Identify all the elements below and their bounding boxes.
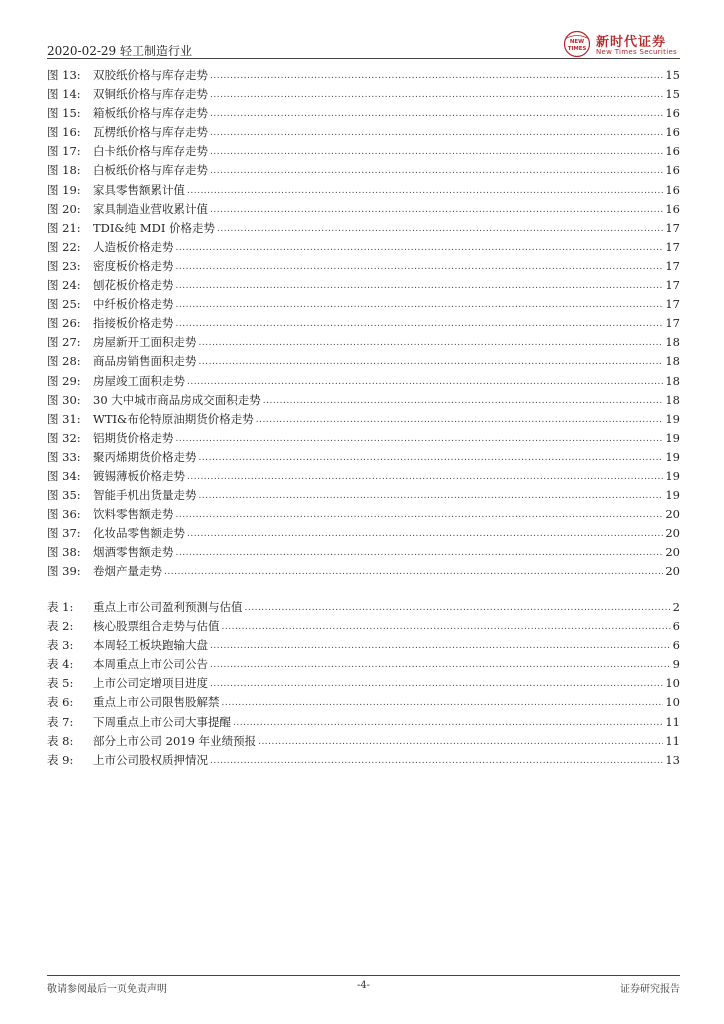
- toc-entry-title: 双胶纸价格与库存走势: [93, 68, 208, 82]
- toc-entry-number: 图 20:: [47, 201, 81, 216]
- figure-toc-entry[interactable]: [47, 66, 680, 85]
- table-toc-entry[interactable]: [47, 655, 680, 674]
- figure-toc-entry[interactable]: [47, 467, 680, 486]
- toc-entry-page: 15: [665, 68, 680, 82]
- toc-entry-title: 双铜纸价格与库存走势: [93, 87, 208, 102]
- figure-toc-entry[interactable]: [47, 391, 680, 410]
- figure-toc-entry[interactable]: [47, 505, 680, 524]
- toc-dot-leader: [176, 258, 664, 277]
- toc-entry-page: 11: [665, 733, 680, 748]
- toc-entry-page: 18: [665, 354, 680, 369]
- toc-dot-leader: [210, 752, 663, 771]
- figure-toc-entry[interactable]: [47, 181, 680, 200]
- tables-toc: [47, 598, 680, 770]
- toc-entry-title: 聚丙烯期货价格走势: [93, 449, 197, 464]
- toc-entry-page: 18: [665, 392, 680, 407]
- toc-entry-number: 图 19:: [47, 182, 81, 197]
- toc-entry-number: 图 39:: [47, 564, 81, 579]
- toc-entry-number: 图 13:: [47, 68, 81, 82]
- toc-entry-page: 18: [665, 335, 680, 350]
- new-times-logo-icon: [562, 30, 592, 58]
- table-toc-entry[interactable]: [47, 693, 680, 712]
- toc-dot-leader: [245, 599, 671, 618]
- toc-entry-number: 图 21:: [47, 220, 81, 235]
- toc-dot-leader: [164, 563, 663, 582]
- toc-dot-leader: [210, 675, 663, 694]
- toc-entry-page: 6: [672, 638, 680, 653]
- toc-entry-number: 图 33:: [47, 449, 81, 464]
- toc-entry-page: 17: [665, 220, 680, 235]
- toc-entry-page: 13: [665, 752, 680, 767]
- toc-dot-leader: [210, 201, 663, 220]
- toc-entry-page: 16: [665, 144, 680, 159]
- toc-entry-title: 箱板纸价格与库存走势: [93, 106, 208, 121]
- toc-entry-title: 化妆品零售额走势: [93, 526, 185, 541]
- toc-dot-leader: [187, 525, 663, 544]
- toc-entry-number: 图 22:: [47, 239, 81, 254]
- toc-dot-leader: [176, 239, 664, 258]
- footer-divider: [47, 975, 680, 976]
- toc-entry-page: 17: [665, 297, 680, 312]
- toc-entry-page: 20: [665, 545, 680, 560]
- table-toc-entry[interactable]: [47, 636, 680, 655]
- toc-entry-page: 16: [665, 163, 680, 178]
- page-footer: [47, 980, 680, 996]
- logo-english-name: New Times Securities: [596, 48, 677, 56]
- toc-dot-leader: [199, 487, 664, 506]
- figure-toc-entry[interactable]: [47, 333, 680, 352]
- svg-text:TIMES: TIMES: [567, 46, 587, 52]
- toc-entry-number: 表 2:: [47, 619, 74, 634]
- figure-toc-entry[interactable]: [47, 543, 680, 562]
- report-date-industry: 2020-02-29 轻工制造行业: [47, 44, 193, 58]
- toc-entry-number: 图 24:: [47, 278, 81, 293]
- toc-dot-leader: [199, 353, 664, 372]
- figure-toc-entry[interactable]: [47, 161, 680, 180]
- table-toc-entry[interactable]: [47, 598, 680, 617]
- logo-chinese-name: 新时代证券: [596, 35, 667, 50]
- toc-entry-number: 图 37:: [47, 526, 81, 541]
- toc-entry-title: 上市公司定增项目进度: [93, 676, 208, 691]
- toc-entry-page: 17: [665, 239, 680, 254]
- toc-entry-page: 19: [665, 430, 680, 445]
- toc-entry-page: 9: [672, 657, 680, 672]
- figure-toc-entry[interactable]: [47, 276, 680, 295]
- toc-dot-leader: [210, 656, 671, 675]
- toc-entry-page: 20: [665, 526, 680, 541]
- toc-entry-number: 图 15:: [47, 106, 81, 121]
- table-toc-entry[interactable]: [47, 674, 680, 693]
- toc-entry-title: 中纤板价格走势: [93, 297, 174, 312]
- toc-entry-title: 镀锡薄板价格走势: [93, 468, 185, 483]
- toc-entry-title: 核心股票组合走势与估值: [93, 619, 220, 634]
- toc-entry-title: 白卡纸价格与库存走势: [93, 144, 208, 159]
- toc-entry-title: 本周轻工板块跑输大盘: [93, 638, 208, 653]
- figure-toc-entry[interactable]: [47, 123, 680, 142]
- toc-dot-leader: [210, 637, 671, 656]
- toc-entry-page: 17: [665, 278, 680, 293]
- toc-entry-title: 部分上市公司 2019 年业绩预报: [93, 733, 257, 748]
- toc-dot-leader: [187, 468, 663, 487]
- toc-entry-title: 商品房销售面积走势: [93, 354, 197, 369]
- toc-entry-title: 烟酒零售额走势: [93, 545, 174, 560]
- toc-entry-number: 表 6:: [47, 695, 74, 710]
- toc-entry-number: 图 26:: [47, 316, 81, 331]
- page-header: [47, 35, 680, 64]
- figure-toc-entry[interactable]: [47, 448, 680, 467]
- toc-entry-page: 16: [665, 201, 680, 216]
- toc-entry-page: 16: [665, 182, 680, 197]
- toc-dot-leader: [222, 694, 664, 713]
- toc-entry-number: 表 4:: [47, 657, 74, 672]
- toc-entry-page: 11: [665, 714, 680, 729]
- figure-toc-entry[interactable]: [47, 410, 680, 429]
- figure-toc-entry[interactable]: [47, 219, 680, 238]
- toc-entry-page: 18: [665, 373, 680, 388]
- figure-toc-entry[interactable]: [47, 524, 680, 543]
- figure-toc-entry[interactable]: [47, 295, 680, 314]
- table-toc-entry[interactable]: [47, 713, 680, 732]
- table-toc-entry[interactable]: [47, 732, 680, 751]
- toc-entry-title: 瓦楞纸价格与库存走势: [93, 125, 208, 140]
- toc-entry-number: 图 36:: [47, 507, 81, 522]
- toc-entry-title: 白板纸价格与库存走势: [93, 163, 208, 178]
- toc-entry-title: 指接板价格走势: [93, 316, 174, 331]
- toc-entry-number: 图 28:: [47, 354, 81, 369]
- figure-toc-entry[interactable]: [47, 238, 680, 257]
- toc-entry-number: 图 25:: [47, 297, 81, 312]
- toc-dot-leader: [256, 411, 664, 430]
- toc-entry-number: 图 18:: [47, 163, 81, 178]
- toc-entry-page: 16: [665, 125, 680, 140]
- toc-dot-leader: [210, 143, 663, 162]
- toc-entry-number: 图 27:: [47, 335, 81, 350]
- toc-entry-number: 表 9:: [47, 752, 74, 767]
- page-number: -4-: [356, 980, 371, 991]
- toc-dot-leader: [210, 124, 663, 143]
- toc-dot-leader: [210, 162, 663, 181]
- figure-toc-entry[interactable]: [47, 85, 680, 104]
- toc-entry-title: 密度板价格走势: [93, 258, 174, 273]
- figure-toc-entry[interactable]: [47, 352, 680, 371]
- toc-dot-leader: [176, 430, 664, 449]
- toc-entry-page: 20: [665, 507, 680, 522]
- toc-entry-number: 图 30:: [47, 392, 81, 407]
- toc-dot-leader: [176, 506, 664, 525]
- figure-toc-entry[interactable]: [47, 142, 680, 161]
- toc-entry-page: 10: [665, 676, 680, 691]
- disclaimer-note: 敬请参阅最后一页免责声明: [47, 984, 167, 995]
- figure-toc-entry[interactable]: [47, 562, 680, 581]
- toc-dot-leader: [176, 277, 664, 296]
- toc-entry-title: 刨花板价格走势: [93, 278, 174, 293]
- toc-entry-page: 19: [665, 449, 680, 464]
- toc-entry-number: 图 32:: [47, 430, 81, 445]
- toc-dot-leader: [176, 544, 664, 563]
- toc-entry-title: 上市公司股权质押情况: [93, 752, 208, 767]
- toc-dot-leader: [233, 714, 663, 733]
- toc-entry-title: 铝期货价格走势: [93, 430, 174, 445]
- toc-entry-number: 表 5:: [47, 676, 74, 691]
- toc-dot-leader: [258, 733, 663, 752]
- toc-entry-page: 2: [672, 600, 680, 614]
- toc-entry-page: 17: [665, 258, 680, 273]
- toc-entry-number: 图 38:: [47, 545, 81, 560]
- toc-dot-leader: [199, 334, 664, 353]
- toc-entry-title: 家具制造业营收累计值: [93, 201, 208, 216]
- company-logo: [562, 30, 680, 58]
- toc-entry-page: 19: [665, 468, 680, 483]
- toc-entry-title: 智能手机出货量走势: [93, 488, 197, 503]
- toc-entry-page: 16: [665, 106, 680, 121]
- toc-dot-leader: [176, 296, 664, 315]
- figure-toc-entry[interactable]: [47, 372, 680, 391]
- toc-entry-title: 重点上市公司限售股解禁: [93, 695, 220, 710]
- toc-dot-leader: [187, 182, 663, 201]
- toc-entry-number: 图 35:: [47, 488, 81, 503]
- toc-entry-number: 图 16:: [47, 125, 81, 140]
- toc-entry-number: 表 1:: [47, 600, 74, 614]
- toc-dot-leader: [210, 67, 663, 86]
- figures-toc: [47, 66, 680, 582]
- table-toc-entry[interactable]: [47, 617, 680, 636]
- toc-entry-title: 卷烟产量走势: [93, 564, 162, 579]
- figure-toc-entry[interactable]: [47, 257, 680, 276]
- toc-entry-number: 图 23:: [47, 258, 81, 273]
- toc-entry-number: 表 8:: [47, 733, 74, 748]
- toc-dot-leader: [176, 315, 664, 334]
- toc-entry-number: 图 29:: [47, 373, 81, 388]
- svg-text:NEW: NEW: [569, 39, 585, 45]
- toc-entry-title: TDI&纯 MDI 价格走势: [93, 220, 216, 235]
- figure-toc-entry[interactable]: [47, 429, 680, 448]
- toc-entry-number: 图 14:: [47, 87, 81, 102]
- toc-entry-number: 图 31:: [47, 411, 81, 426]
- toc-entry-title: 房屋新开工面积走势: [93, 335, 197, 350]
- toc-entry-title: 下周重点上市公司大事提醒: [93, 714, 231, 729]
- toc-dot-leader: [217, 220, 663, 239]
- toc-dot-leader: [222, 618, 671, 637]
- toc-entry-title: 家具零售额累计值: [93, 182, 185, 197]
- toc-entry-title: 重点上市公司盈利预测与估值: [93, 600, 243, 614]
- toc-entry-page: 19: [665, 411, 680, 426]
- toc-entry-page: 17: [665, 316, 680, 331]
- toc-entry-page: 15: [665, 87, 680, 102]
- report-type: 证券研究报告: [620, 984, 680, 995]
- toc-entry-page: 6: [672, 619, 680, 634]
- toc-entry-title: WTI&布伦特原油期货价格走势: [93, 411, 254, 426]
- toc-dot-leader: [210, 86, 663, 105]
- toc-dot-leader: [210, 105, 663, 124]
- toc-entry-number: 表 3:: [47, 638, 74, 653]
- figure-toc-entry[interactable]: [47, 486, 680, 505]
- toc-entry-number: 图 34:: [47, 468, 81, 483]
- figure-toc-entry[interactable]: [47, 314, 680, 333]
- toc-entry-title: 30 大中城市商品房成交面积走势: [93, 392, 261, 407]
- figure-toc-entry[interactable]: [47, 200, 680, 219]
- toc-entry-number: 图 17:: [47, 144, 81, 159]
- toc-entry-number: 表 7:: [47, 714, 74, 729]
- toc-entry-page: 10: [665, 695, 680, 710]
- toc-entry-page: 19: [665, 488, 680, 503]
- toc-entry-title: 饮料零售额走势: [93, 507, 174, 522]
- toc-entry-title: 房屋竣工面积走势: [93, 373, 185, 388]
- header-divider: [47, 58, 680, 59]
- toc-dot-leader: [199, 449, 664, 468]
- toc-dot-leader: [263, 392, 664, 411]
- table-toc-entry[interactable]: [47, 751, 680, 770]
- figure-toc-entry[interactable]: [47, 104, 680, 123]
- toc-entry-title: 本周重点上市公司公告: [93, 657, 208, 672]
- toc-entry-title: 人造板价格走势: [93, 239, 174, 254]
- toc-dot-leader: [187, 373, 663, 392]
- toc-entry-page: 20: [665, 564, 680, 579]
